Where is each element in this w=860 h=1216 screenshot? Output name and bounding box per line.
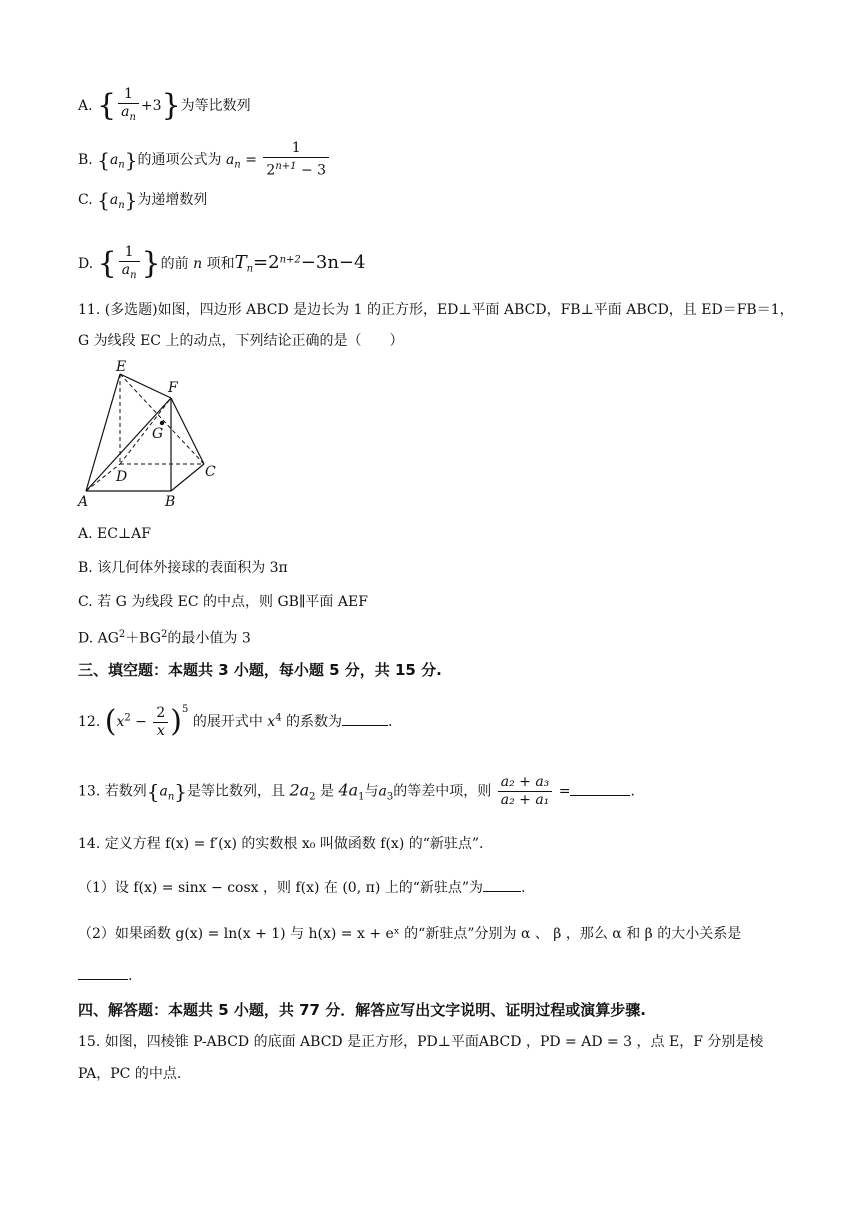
geometry-figure [74, 360, 234, 510]
question-14: 14. 定义方程 f(x) = f′(x) 的实数根 x₀ 叫做函数 f(x) 的“新驻点”. [78, 836, 484, 852]
label-D: D [116, 469, 128, 485]
fraction: $\frac{1}{2^{n+1} - 3}$ [263, 140, 329, 180]
answer-blank[interactable] [78, 967, 128, 980]
option-a-q11: A. EC⊥AF [78, 526, 151, 542]
label-C: C [205, 464, 216, 480]
answer-blank[interactable] [342, 713, 388, 726]
answer-blank[interactable] [483, 879, 521, 892]
section-3-heading: 三、填空题：本题共 3 小题，每小题 5 分，共 15 分. [78, 661, 442, 679]
edge-FC [171, 398, 204, 464]
edge-EA [86, 374, 120, 491]
question-11-line2: G 为线段 EC 上的动点，下列结论正确的是（ ） [78, 333, 404, 349]
option-d-q11: D. $AG^2+BG^2$的最小值为 3 [78, 629, 251, 647]
fraction: $\frac{2}{x}$ [153, 705, 168, 740]
option-b-q10: B. $\{a_n\}$的通项公式为 $a_n$ = $\frac{1}{2^{n+1} - 3}$ [78, 140, 331, 180]
label-F: F [168, 380, 178, 396]
question-15-line1: 15. 如图，四棱锥 P-ABCD 的底面 ABCD 是正方形，PD⊥平面ABCD ，PD = AD = 3 ，点 E，F 分别是棱 [78, 1034, 764, 1050]
answer-blank[interactable] [570, 783, 630, 796]
label-B: B [165, 494, 176, 510]
option-b-q11: B. 该几何体外接球的表面积为 3π [78, 560, 288, 576]
edge-AF [86, 398, 171, 491]
fraction: $\frac{1}{a_n}$ [119, 244, 140, 284]
question-15-line2: PA，PC 的中点. [78, 1066, 182, 1082]
question-14-part-1: （1）设 f(x) = sinx − cosx ，则 f(x) 在 (0, π) 上的“新驻点”为 . [78, 880, 526, 896]
question-13: 13. 若数列$\{a_n\}$是等比数列，且 $2a_2$ 是 $4a_1$与$a_3$的等差中项，则 $\frac{\text{a₂ + a₃}}{\text{a₂ + a₁}}$ = . [78, 774, 635, 808]
edge-EC [120, 374, 204, 464]
fraction: $\frac{1}{a_n}$ [118, 86, 139, 126]
option-a-q10: A. { $\frac{1}{a_n}$ +3}为等比数列 [78, 86, 251, 126]
question-11-line1: 11. (多选题)如图，四边形 ABCD 是边长为 1 的正方形，ED⊥平面 ABCD，FB⊥平面 ABCD，且 ED＝FB＝1， [78, 302, 794, 318]
question-12: 12. ($x^2$ − $\frac{2}{x}$ )$^5$ 的展开式中 $x^4$ 的系数为 . [78, 704, 393, 739]
edge-EF [120, 374, 171, 398]
option-c-q11: C. 若 G 为线段 EC 的中点，则 GB∥平面 AEF [78, 594, 368, 610]
fraction: $\frac{\text{a₂ + a₃}}{\text{a₂ + a₁}}$ [498, 774, 553, 809]
question-14-part-2: （2）如果函数 g(x) = ln(x + 1) 与 h(x) = x + eˣ 的“新驻点”分别为 α 、 β ，那么 α 和 β 的大小关系是 [78, 926, 742, 942]
point-G [160, 421, 164, 425]
edge-DF [120, 398, 171, 464]
question-14-part-2-answer: . [78, 966, 132, 986]
option-d-q10: D. { $\frac{1}{a_n}$ }的前 n 项和$T_n=2^{n+2}-3n-4$ [78, 244, 365, 284]
label-G: G [152, 426, 164, 442]
right-brace: } [161, 87, 181, 123]
edge-BC [171, 464, 204, 491]
label-E: E [116, 360, 127, 375]
left-brace: { [97, 87, 117, 123]
option-c-q10: C. $\{a_n\}$为递增数列 [78, 188, 208, 212]
label-A: A [78, 494, 89, 510]
section-4-heading: 四、解答题：本题共 5 小题，共 77 分．解答应写出文字说明、证明过程或演算步骤. [78, 1001, 646, 1019]
edge-AD [86, 464, 120, 491]
